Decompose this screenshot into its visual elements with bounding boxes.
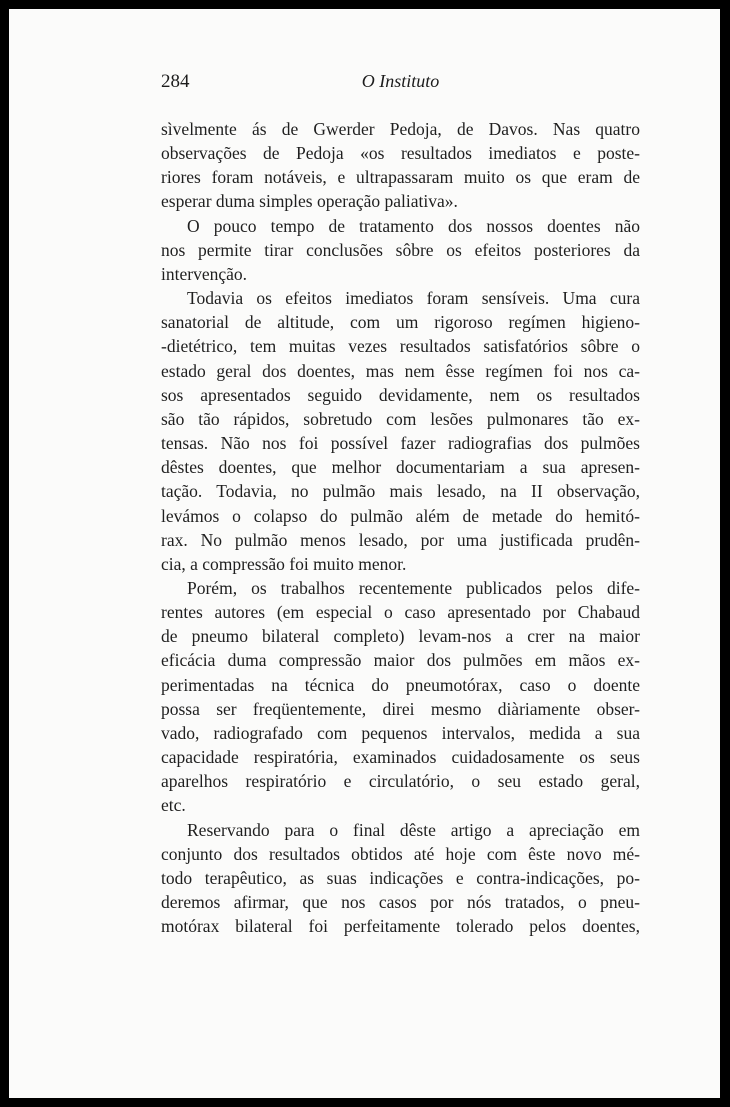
text-line: vado, radiografado com pequenos intervalos, medida a sua bbox=[161, 722, 640, 743]
text-line: possa ser freqüentemente, direi mesmo diàriamente obser- bbox=[161, 698, 640, 719]
page-number: 284 bbox=[161, 71, 190, 92]
text-line: Reservando para o final dêste artigo a apreciação em bbox=[187, 819, 640, 840]
text-line: sìvelmente ás de Gwerder Pedoja, de Davos. Nas quatro bbox=[161, 119, 640, 139]
text-line: aparelhos respiratório e circulatório, o seu estado geral, bbox=[161, 771, 640, 792]
body-text bbox=[161, 117, 640, 938]
book-page bbox=[9, 9, 720, 1098]
text-line: O pouco tempo de tratamento dos nossos doentes não bbox=[187, 215, 640, 236]
text-line: Porém, os trabalhos recentemente publicados pelos dife- bbox=[187, 577, 640, 598]
text-line: esperar duma simples operação paliativa». bbox=[161, 191, 458, 212]
text-line: sos apresentados seguido devidamente, nem os resultados bbox=[161, 384, 640, 405]
text-line: nos permite tirar conclusões sôbre os efeitos posteriores da bbox=[161, 239, 640, 260]
text-line: riores foram notáveis, e ultrapassaram muito os que eram de bbox=[161, 167, 640, 188]
text-line: são tão rápidos, sobretudo com lesões pulmonares tão ex- bbox=[161, 408, 640, 429]
text-line: capacidade respiratória, examinados cuidadosamente os seus bbox=[161, 747, 640, 768]
text-line: conjunto dos resultados obtidos até hoje com êste novo mé- bbox=[161, 843, 640, 864]
text-line: tação. Todavia, no pulmão mais lesado, na II observação, bbox=[161, 481, 640, 502]
text-line: eficácia duma compressão maior dos pulmões em mãos ex- bbox=[161, 650, 640, 671]
text-line: todo terapêutico, as suas indicações e contra-indicações, po- bbox=[161, 867, 640, 888]
text-line: estado geral dos doentes, mas nem êsse regímen foi nos ca- bbox=[161, 360, 640, 381]
running-title: O Instituto bbox=[361, 71, 440, 91]
text-line: levámos o colapso do pulmão além de metade do hemitó- bbox=[161, 505, 640, 526]
text-line: etc. bbox=[161, 795, 186, 816]
text-line: rax. No pulmão menos lesado, por uma justificada prudên- bbox=[161, 529, 640, 550]
text-line: rentes autores (em especial o caso apresentado por Chabaud bbox=[161, 602, 640, 623]
text-line: cia, a compressão foi muito menor. bbox=[161, 553, 407, 574]
text-line: sanatorial de altitude, com um rigoroso regímen higieno- bbox=[161, 312, 640, 333]
text-line: de pneumo bilateral completo) levam-nos a crer na maior bbox=[161, 626, 640, 647]
text-line: perimentadas na técnica do pneumotórax, caso o doente bbox=[161, 674, 640, 695]
text-line: deremos afirmar, que nos casos por nós tratados, o pneu- bbox=[161, 892, 640, 912]
text-line: intervenção. bbox=[161, 263, 247, 284]
text-line: dêstes doentes, que melhor documentariam a sua apresen- bbox=[161, 457, 640, 478]
text-line: -dietétrico, tem muitas vezes resultados satisfatórios sôbre o bbox=[161, 336, 640, 357]
text-line: observações de Pedoja «os resultados imediatos e poste- bbox=[161, 143, 640, 164]
text-line: tensas. Não nos foi possível fazer radiografias dos pulmões bbox=[161, 433, 640, 454]
text-line: motórax bilateral foi perfeitamente tolerado pelos doentes, bbox=[161, 916, 640, 937]
text-line: Todavia os efeitos imediatos foram sensíveis. Uma cura bbox=[187, 288, 640, 309]
page-header bbox=[161, 71, 640, 101]
